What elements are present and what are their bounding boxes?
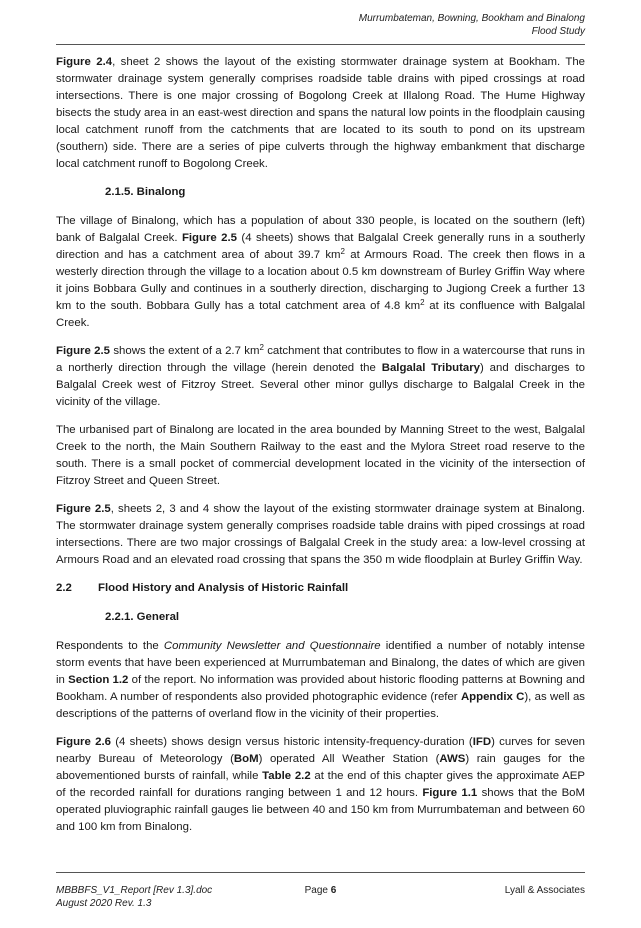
page-body: [56, 54, 585, 847]
heading-binalong: 2.1.5. Binalong: [105, 186, 186, 198]
heading-general: 2.2.1. General: [105, 611, 180, 623]
document-title-ref: Community Newsletter and Questionnaire: [163, 640, 381, 652]
acronym-aws: AWS: [439, 753, 466, 765]
header-subtitle: Flood Study: [531, 26, 585, 37]
paragraph-binalong-village: The village of Binalong, which has a population of about 330 people, is located on the southern (left) bank of Balgalal Creek. Figure 2.5 (4 sheets) shows that Balgalal Creek generally runs in a southerly direction and has a catchment area of about 39.7 $km^2$ at Armours Road. The creek then flows in a westerly direction through the village to a location about 0.5 km downstream of Burley Griffin Way where it joins Bobbara Gully and continues in a southerly direction, discharging to Jugiong Creek a further 13 km to the south. Bobbara Gully has a total catchment area of 4.8 $km^2$ at its confluence with Balgalal Creek.: [56, 215, 586, 329]
footer-page-number: Page 6: [304, 885, 337, 896]
figure-ref: Figure 2.5: [56, 345, 110, 357]
page-header: [359, 12, 585, 38]
figure-ref: Figure 2.5: [181, 232, 237, 244]
paragraph-balgalal-tributary: Figure 2.5 shows the extent of a 2.7 $km^2$ catchment that contributes to flow in a watercourse that runs in a northerly direction through the village (herein denoted the Balgalal Tributary) and discharges to Balgalal Creek west of Fitzroy Street. Several other minor gullys discharge to Balgalal Creek in the vicinity of the village.: [56, 343, 585, 408]
paragraph-bookham-drainage: Figure 2.4, sheet 2 shows the layout of the existing stormwater drainage system at Bookham. The stormwater drainage system generally comprises roadside table drains with piped crossings at road intersections. There is one major crossing of Bogolong Creek at Illalong Road. The Hume Highway bisects the study area in an east-west direction and spans the natural low points in the floodplain causing local catchment runoff from the catchments that are located to its south to pond on its upstream (southern) side. There are a series of pipe culverts through the highway embankment that discharge local catchment runoff to Bogolong Creek.: [56, 56, 585, 170]
table-ref: Table 2.2: [262, 770, 311, 782]
figure-ref: Figure 2.4: [56, 56, 113, 68]
figure-ref: Figure 2.6: [56, 736, 111, 748]
figure-ref: Figure 2.5: [56, 503, 111, 515]
acronym-ifd: IFD: [472, 736, 492, 748]
footer-company: Lyall & Associates: [504, 885, 585, 896]
paragraph-ifd-curves: Figure 2.6 (4 sheets) shows design versus historic intensity-frequency-duration (IFD) curves for seven nearby Bureau of Meteorology (BoM) operated All Weather Station (AWS) rain gauges for the abovementioned bursts of rainfall, while Table 2.2 at the end of this chapter gives the approximate AEP of the recorded rainfall for durations ranging between 1 and 12 hours. Figure 1.1 shows that the BoM operated pluviographic rainfall gauges lie between 40 and 150 km from Murrumbateman and between 60 and 100 km from Binalong.: [56, 736, 586, 833]
heading-flood-history: [56, 580, 585, 597]
paragraph-binalong-drainage: Figure 2.5, sheets 2, 3 and 4 show the layout of the existing stormwater drainage system at Binalong. The stormwater drainage system generally comprises roadside table drains with piped crossings at road intersections. There are two major crossings of Balgalal Creek in the study area: a low-level crossing at Armours Road and an elevated road crossing that spans the 350 m wide floodplain at Burley Griffin Way.: [56, 503, 586, 566]
paragraph-respondents: Respondents to the Community Newsletter and Questionnaire identified a number of notably intense storm events that have been experienced at Murrumbateman and Binalong, the dates of which are given in Section 1.2 of the report. No information was provided about historic flooding patterns at Bowning and Bookham. A number of respondents also provided photographic evidence (refer Appendix C), as well as descriptions of the patterns of overland flow in the vicinity of their properties.: [56, 640, 586, 720]
term-balgalal-tributary: Balgalal Tributary: [381, 362, 481, 374]
acronym-bom: BoM: [233, 753, 259, 765]
header-divider: [56, 44, 585, 45]
section-ref: Section 1.2: [68, 674, 129, 686]
section-title: Flood History and Analysis of Historic Rainfall: [98, 582, 349, 594]
figure-ref: Figure 1.1: [422, 787, 478, 799]
footer-filename: MBBBFS_V1_Report [Rev 1.3].doc: [56, 885, 213, 896]
footer-revision-date: August 2020 Rev. 1.3: [56, 898, 152, 909]
section-number: 2.2: [56, 582, 72, 594]
appendix-ref: Appendix C: [460, 691, 525, 703]
paragraph-urbanised-area: The urbanised part of Binalong are located in the area bounded by Manning Street to the west, Balgalal Creek to the north, the Main Southern Railway to the east and the Mylora Street road reserve to the south. There is a small pocket of commercial development located in the vicinity of the intersection of Fitzroy Street and Queen Street.: [56, 424, 585, 487]
footer-divider: [56, 872, 585, 873]
header-title: Murrumbateman, Bowning, Bookham and Binalong: [358, 13, 585, 24]
